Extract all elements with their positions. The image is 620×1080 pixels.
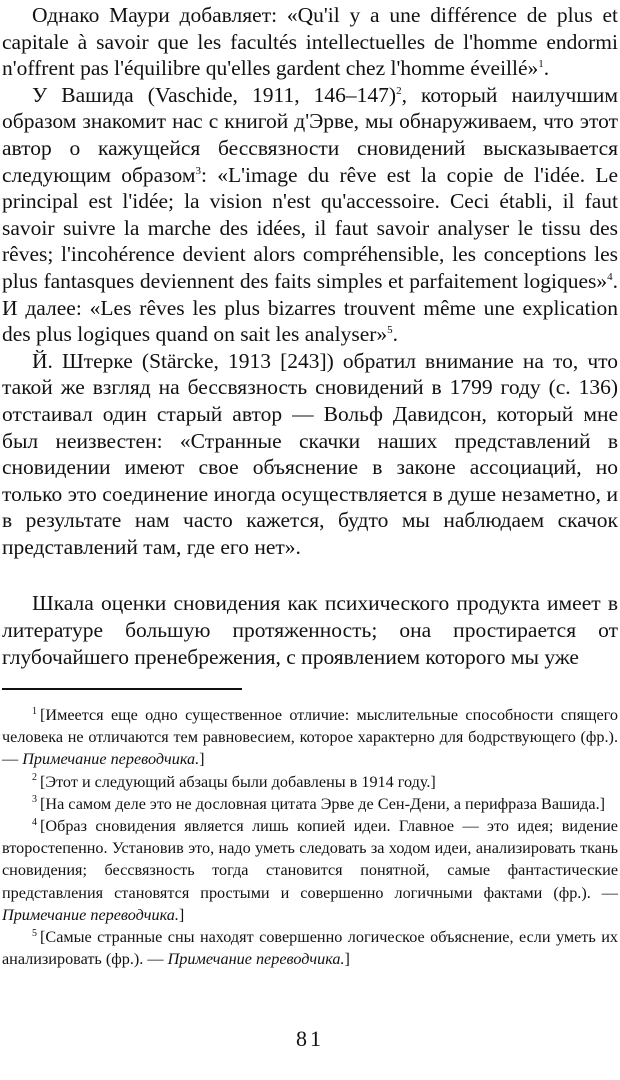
footnote-ref-3: 3	[195, 164, 201, 177]
footnote-3-text: [На самом деле это не дословная цитата Эрве де Сен-Дени, а перифраза Вашида.]	[40, 794, 606, 813]
footnote-1-close: ]	[199, 750, 205, 769]
paragraph-4: Шкала оценки сновидения как психического продукта имеет в литературе большую протяженность; она простирается от глубочайшего пренебрежения, с проявлением которого мы уже	[2, 591, 618, 669]
paragraph-3: Й. Штерке (Stärcke, 1913 [243]) обратил внимание на то, что такой же взгляд на бессвязность сновидений в 1799 году (с. 136) отстаивал один старый автор — Вольф Давидсон, который мне был неизвестен: «Странные скачки наших представлений в сновидении имеют свое объяснение в законе ассоциаций, но только это соединение иногда осуществляется в душе незаметно, и в результате нам часто кажется, будто мы наблюдаем скачок представлений там, где его нет».	[2, 348, 618, 559]
footnote-1-note: Примечание переводчика.	[22, 750, 200, 769]
footnote-ref-5: 5	[387, 323, 393, 336]
footnote-1-text: [Имеется еще одно существенное отличие: мыслительные способности спящего человека не отличаются тем равновесием, которое характерно для бодрствующего (фр.). —	[2, 706, 618, 769]
main-text	[2, 2, 618, 670]
footnote-5-note: Примечание переводчика.	[167, 950, 345, 969]
paragraph-2	[2, 82, 618, 348]
footnote-4-close: ]	[178, 905, 185, 924]
footnote-1-mark: 1	[32, 705, 37, 717]
footnote-5-mark: 5	[32, 927, 37, 939]
footnote-5-text: [Самые странные сны находят совершенно логическое объяснение, если уметь их анализировать (фр.). —	[2, 928, 618, 969]
paragraph-2-part-3: : «L'image du rêve est la copie de l'idée. Le principal est l'idée; la vision n'est qu'accessoire. Ceci établi, il faut savoir suivre la marche des idées, il faut savoir analyser le tissu des rêves; l'incohérence devient alors compréhensible, les conceptions les plus fantasques deviennent des faits simples et parfaitement logiques»	[2, 162, 618, 293]
footnote-4-mark: 4	[32, 816, 37, 828]
footnote-ref-1: 1	[538, 58, 544, 71]
footnote-divider	[2, 688, 242, 690]
footnotes	[2, 704, 618, 970]
footnote-3	[2, 793, 618, 815]
footnote-ref-2: 2	[396, 84, 402, 97]
footnote-4-text: [Образ сновидения является лишь копией идеи. Главное — это идея; видение второстепенно. Установив это, надо уметь следовать за ходом идеи, анализировать ткань сновидения; бессвязность тогда становится понятной, самые фантастические представления становятся простыми и совершенно логичными фактами (фр.). —	[2, 817, 618, 902]
paragraph-2-part-4: . И далее: «Les rêves les plus bizarres trouvent même une explication des plus logiques quand on sait les analyser»	[2, 268, 618, 347]
footnote-5-close: ]	[344, 950, 350, 969]
footnote-5	[2, 926, 618, 970]
footnote-2	[2, 771, 618, 793]
footnote-2-text: [Этот и следующий абзацы были добавлены в 1914 году.]	[40, 772, 436, 791]
footnote-3-mark: 3	[32, 794, 37, 806]
paragraph-1-end: .	[543, 56, 550, 81]
paragraph-2-part-2: , который наилучшим образом знакомит нас с книгой д'Эрве, мы обнаруживаем, что этот автор о кажущейся бессвязности сновидений высказывается следующим образом	[2, 82, 618, 187]
paragraph-1	[2, 2, 618, 82]
book-page	[2, 0, 618, 1080]
footnote-2-mark: 2	[32, 772, 37, 784]
footnote-ref-4: 4	[607, 270, 613, 283]
paragraph-2-end: .	[392, 322, 399, 347]
footnote-4	[2, 815, 618, 926]
paragraph-2-part-1: У Вашида (Vaschide, 1911, 146–147)	[32, 82, 397, 107]
footnote-1	[2, 704, 618, 771]
footnote-4-note: Примечание переводчика.	[2, 905, 179, 924]
page-number: 81	[296, 1026, 324, 1051]
paragraph-1-text: Однако Маури добавляет: «Qu'il y a une différence de plus et capitale à savoir que les facultés intellectuelles de l'homme endormi n'offrent pas l'équilibre qu'elles gardent chez l'homme éveillé»	[2, 3, 618, 81]
